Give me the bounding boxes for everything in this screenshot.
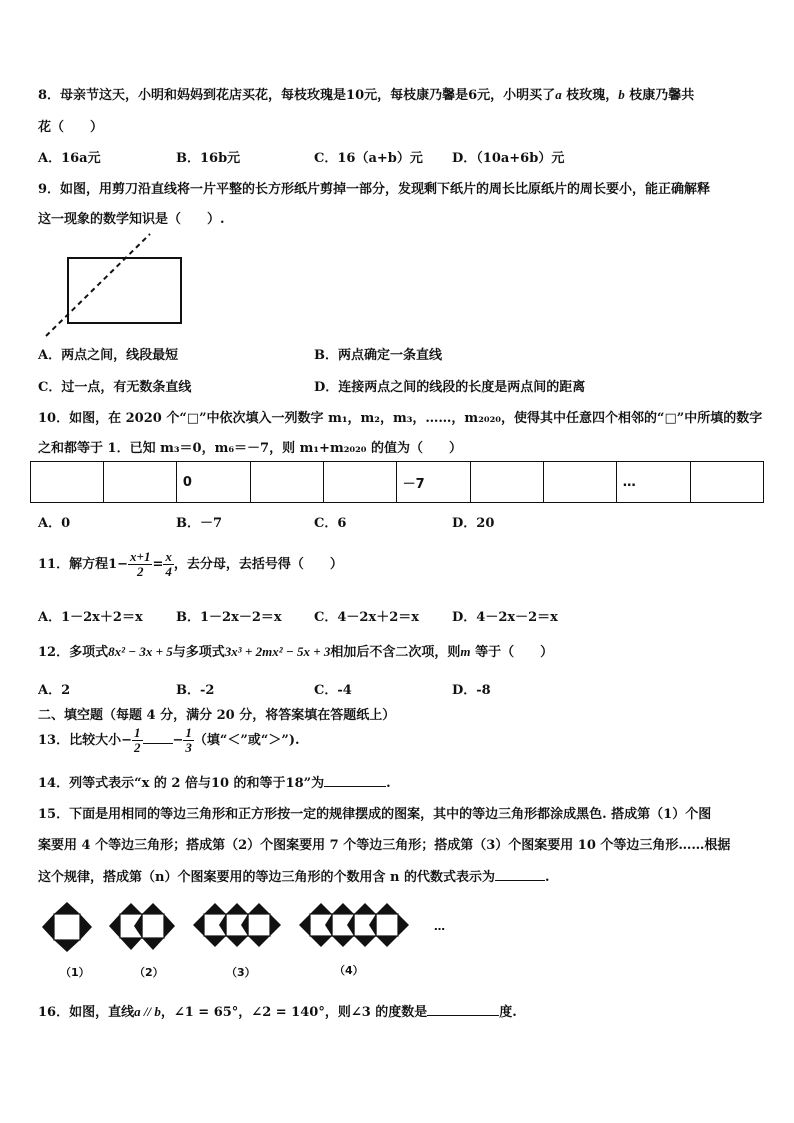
q11-one: 1 bbox=[108, 557, 118, 572]
q10-option-a[interactable]: A．0 bbox=[38, 516, 71, 531]
box-2 bbox=[103, 462, 176, 503]
q15-line3-text: 这个规律，搭成第（n）个图案要用的等边三角形的个数用含 n 的代数式表示为 bbox=[38, 870, 495, 885]
q15-ellipsis: … bbox=[434, 920, 445, 933]
q16-end: 度. bbox=[499, 1005, 517, 1020]
q11-fraction-2 bbox=[163, 550, 174, 579]
q15-answer-blank[interactable] bbox=[495, 880, 545, 881]
box-3: 0 bbox=[176, 462, 250, 503]
q16-answer-blank[interactable] bbox=[427, 1015, 499, 1016]
q12-option-c[interactable]: C．-4 bbox=[314, 683, 352, 698]
q11-minus: − bbox=[117, 557, 129, 572]
q15-label-4: （4） bbox=[334, 964, 364, 977]
q15-label-2: （2） bbox=[134, 966, 164, 979]
q9-line1: 9．如图，用剪刀沿直线将一片平整的长方形纸片剪掉一部分，发现剩下纸片的周长比原纸片的周长要小，能正确解释 bbox=[38, 182, 711, 197]
q9-option-d[interactable]: D．连接两点之间的线段的长度是两点间的距离 bbox=[314, 380, 586, 395]
box-10 bbox=[690, 462, 763, 503]
q8-text: 8．母亲节这天，小明和妈妈到花店买花，每枝玫瑰是10元，每枝康乃馨是6元，小明买了 bbox=[38, 88, 556, 103]
q15-line3 bbox=[38, 866, 550, 885]
q10-option-c[interactable]: C．6 bbox=[314, 516, 347, 531]
pattern-4 bbox=[299, 903, 409, 947]
q11-suffix: ，去分母，去括号得（ ） bbox=[173, 557, 343, 572]
q9-option-b[interactable]: B．两点确定一条直线 bbox=[314, 348, 442, 363]
q11-option-c[interactable]: C．4－2x＋2＝x bbox=[314, 610, 419, 625]
q8-var-a: a bbox=[555, 87, 562, 102]
q15-pattern-figure bbox=[40, 900, 440, 960]
cut-line bbox=[46, 234, 150, 336]
q9-option-a[interactable]: A．两点之间，线段最短 bbox=[38, 348, 179, 363]
pattern-1 bbox=[42, 902, 92, 952]
rectangle-shape bbox=[68, 258, 181, 323]
q11-num2: x bbox=[165, 549, 172, 564]
q8-line2: 花（ ） bbox=[38, 120, 104, 135]
q12-poly1: 8x² − 3x + 5 bbox=[108, 644, 173, 659]
q10-number-boxes bbox=[30, 461, 764, 503]
box-5 bbox=[323, 462, 396, 503]
q8-option-b[interactable]: B．16b元 bbox=[176, 151, 241, 166]
box-8 bbox=[543, 462, 616, 503]
q8-option-d[interactable]: D．（10a+6b）元 bbox=[452, 151, 565, 166]
q9-option-c[interactable]: C．过一点，有无数条直线 bbox=[38, 380, 192, 395]
q14-text: 14．列等式表示“x 的 2 倍与10 的和等于18”为 bbox=[38, 776, 325, 791]
q14-end: . bbox=[386, 776, 391, 791]
q8-option-c[interactable]: C．16（a+b）元 bbox=[314, 151, 423, 166]
q15-label-3: （3） bbox=[226, 966, 256, 979]
box-9: … bbox=[616, 462, 690, 503]
q12-option-a[interactable]: A．2 bbox=[38, 683, 71, 698]
q12-end: 等于（ ） bbox=[470, 645, 554, 660]
q11-den1: 2 bbox=[137, 564, 144, 579]
q11-num1: x+1 bbox=[130, 549, 151, 564]
q10-line1: 10．如图，在 2020 个“□”中依次填入一列数字 m₁，m₂，m₃，……，m₂₀₂₀，使得其中任意四个相邻的“□”中所填的数字 bbox=[38, 411, 763, 426]
q8-var-b: b bbox=[618, 87, 625, 102]
q13-num1: 1 bbox=[134, 725, 141, 740]
q10-option-d[interactable]: D．20 bbox=[452, 516, 495, 531]
q13-num2: 1 bbox=[185, 725, 192, 740]
section-fill-in-title: 二、填空题（每题 4 分，满分 20 分，将答案填在答题纸上） bbox=[38, 708, 396, 723]
q8-mid: 枝玫瑰， bbox=[561, 88, 619, 103]
box-6: －7 bbox=[396, 462, 470, 503]
q11-option-a[interactable]: A．1－2x＋2＝x bbox=[38, 610, 143, 625]
q12-line bbox=[38, 641, 553, 660]
q16-mid: ，∠1 = 65°，∠2 = 140°，则∠3 的度数是 bbox=[160, 1005, 428, 1020]
q14-line bbox=[38, 772, 391, 791]
pattern-3 bbox=[193, 903, 281, 947]
q11-line bbox=[38, 550, 343, 579]
q12-suffix: 相加后不含二次项，则 bbox=[330, 645, 461, 660]
pattern-2 bbox=[109, 903, 175, 950]
q13-prefix: 13．比较大小 bbox=[38, 733, 122, 748]
box-4 bbox=[250, 462, 323, 503]
q10-line2: 之和都等于 1．已知 m₃＝0，m₆＝－7，则 m₁+m₂₀₂₀ 的值为（ ） bbox=[38, 441, 463, 456]
q13-suffix: （填“＜”或“＞”). bbox=[193, 733, 300, 748]
q15-label-1: （1） bbox=[60, 966, 90, 979]
q13-fraction-2 bbox=[183, 726, 194, 755]
q12-var: m bbox=[460, 644, 471, 659]
q14-answer-blank[interactable] bbox=[324, 786, 386, 787]
q12-poly2: 3x³ + 2mx² − 5x + 3 bbox=[224, 644, 331, 659]
q12-option-b[interactable]: B．-2 bbox=[176, 683, 215, 698]
q15-line1: 15．下面是用相同的等边三角形和正方形按一定的规律摆成的图案，其中的等边三角形都涂成黑色. 搭成第（1）个图 bbox=[38, 807, 712, 822]
q11-option-d[interactable]: D．4－2x－2＝x bbox=[452, 610, 558, 625]
q12-prefix: 12．多项式 bbox=[38, 645, 109, 660]
q16-parallel: a // b bbox=[134, 1004, 161, 1019]
q12-mid: 与多项式 bbox=[172, 645, 225, 660]
q13-fraction-1 bbox=[132, 726, 143, 755]
q16-prefix: 16．如图，直线 bbox=[38, 1005, 135, 1020]
q11-fraction-1 bbox=[128, 550, 152, 579]
q13-neg-2: − bbox=[172, 733, 184, 748]
q11-prefix: 11．解方程 bbox=[38, 557, 109, 572]
q12-option-d[interactable]: D．-8 bbox=[452, 683, 491, 698]
q13-line bbox=[38, 726, 300, 755]
q11-den2: 4 bbox=[165, 564, 172, 579]
q13-den1: 2 bbox=[134, 740, 141, 755]
q10-option-b[interactable]: B．－7 bbox=[176, 516, 223, 531]
q8-line1 bbox=[38, 84, 694, 103]
q16-line bbox=[38, 1001, 517, 1020]
q8-end: 枝康乃馨共 bbox=[624, 88, 695, 103]
q11-option-b[interactable]: B．1－2x－2＝x bbox=[176, 610, 282, 625]
box-7 bbox=[470, 462, 543, 503]
q11-eq: = bbox=[152, 557, 164, 572]
q9-line2: 这一现象的数学知识是（ ）. bbox=[38, 212, 225, 227]
q13-neg-1: − bbox=[121, 733, 132, 748]
q13-den2: 3 bbox=[185, 740, 192, 755]
q15-line2: 案要用 4 个等边三角形；搭成第（2）个图案要用 7 个等边三角形；搭成第（3）个图案要用 10 个等边三角形……根据 bbox=[38, 838, 731, 853]
box-1 bbox=[31, 462, 104, 503]
q13-answer-blank[interactable] bbox=[143, 743, 173, 744]
q15-end: . bbox=[544, 870, 550, 885]
q8-option-a[interactable]: A．16a元 bbox=[38, 151, 101, 166]
q9-rectangle-cut-figure bbox=[38, 226, 198, 338]
